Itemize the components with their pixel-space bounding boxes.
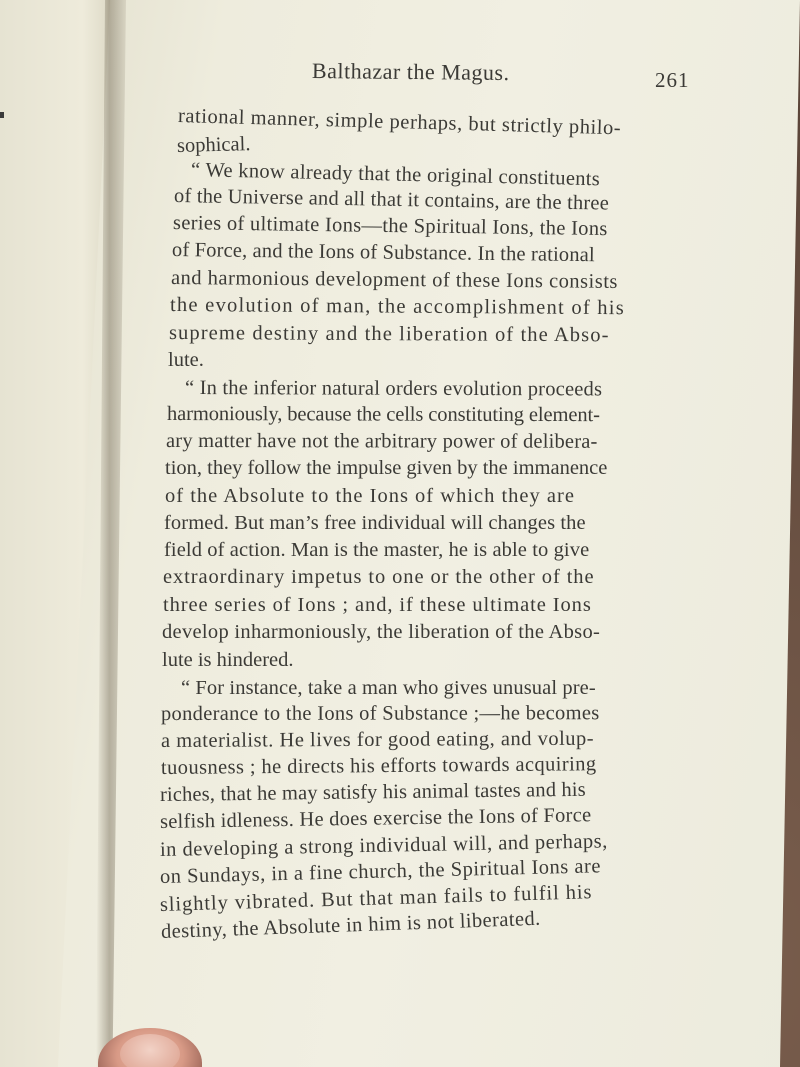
text-line: and harmonious development of these Ions consists [170, 267, 619, 293]
text-line: ponderance to the Ions of Substance ;—he becomes [160, 702, 600, 725]
text-line: tuousness ; he directs his efforts towards acquiring [160, 753, 597, 779]
text-line: a materialist. He lives for good eating, and volup- [160, 727, 595, 752]
text-line: riches, that he may satisfy his animal tastes and his [159, 778, 586, 806]
text-line: tion, they follow the impulse given by the immanence [165, 457, 608, 479]
text-line: the evolution of man, the accomplishment of his [169, 294, 626, 320]
text-line: destiny, the Absolute in him is not liberated. [160, 907, 541, 943]
text-line: selfish idleness. He does exercise the Ions of Force [159, 804, 592, 833]
text-line: of the Universe and all that it contains, are the three [173, 185, 610, 215]
text-line: develop inharmoniously, the liberation of the Abso- [162, 621, 601, 643]
running-head: Balthazar the Magus. [311, 58, 510, 86]
text-line: series of ultimate Ions—the Spiritual Ions, the Ions [172, 212, 608, 241]
text-line: on Sundays, in a fine church, the Spiritual Ions are [159, 855, 602, 888]
thumbnail-highlight [120, 1034, 180, 1067]
text-line: ary matter have not the arbitrary power of delibera- [165, 430, 598, 453]
text-line: lute is hindered. [162, 649, 294, 671]
text-line: extraordinary impetus to one or the other of the [163, 566, 595, 588]
text-line: of the Absolute to the Ions of which they are [165, 485, 575, 507]
text-line: three series of Ions ; and, if these ultimate Ions [163, 594, 592, 616]
text-line: formed. But man’s free individual will changes the [164, 512, 586, 534]
text-line: field of action. Man is the master, he is able to give [164, 539, 590, 561]
page-number: 261 [655, 68, 690, 92]
text-line: supreme destiny and the liberation of the Abso- [168, 322, 610, 347]
text-line: slightly vibrated. But that man fails to fulfil his [159, 881, 593, 916]
text-line: “ We know already that the original constituents [190, 159, 601, 191]
text-line: sophical. [176, 133, 251, 157]
text-line: in developing a strong individual will, and perhaps, [159, 830, 609, 861]
text-line: rational manner, simple perhaps, but strictly philo- [177, 105, 622, 140]
text-line: of Force, and the Ions of Substance. In the rational [171, 239, 595, 267]
text-line: “ In the inferior natural orders evolution proceeds [184, 377, 603, 401]
text-line: harmoniously, because the cells constituting element- [166, 403, 600, 427]
text-line: “ For instance, take a man who gives unusual pre- [181, 677, 596, 699]
text-line: lute. [168, 349, 204, 371]
